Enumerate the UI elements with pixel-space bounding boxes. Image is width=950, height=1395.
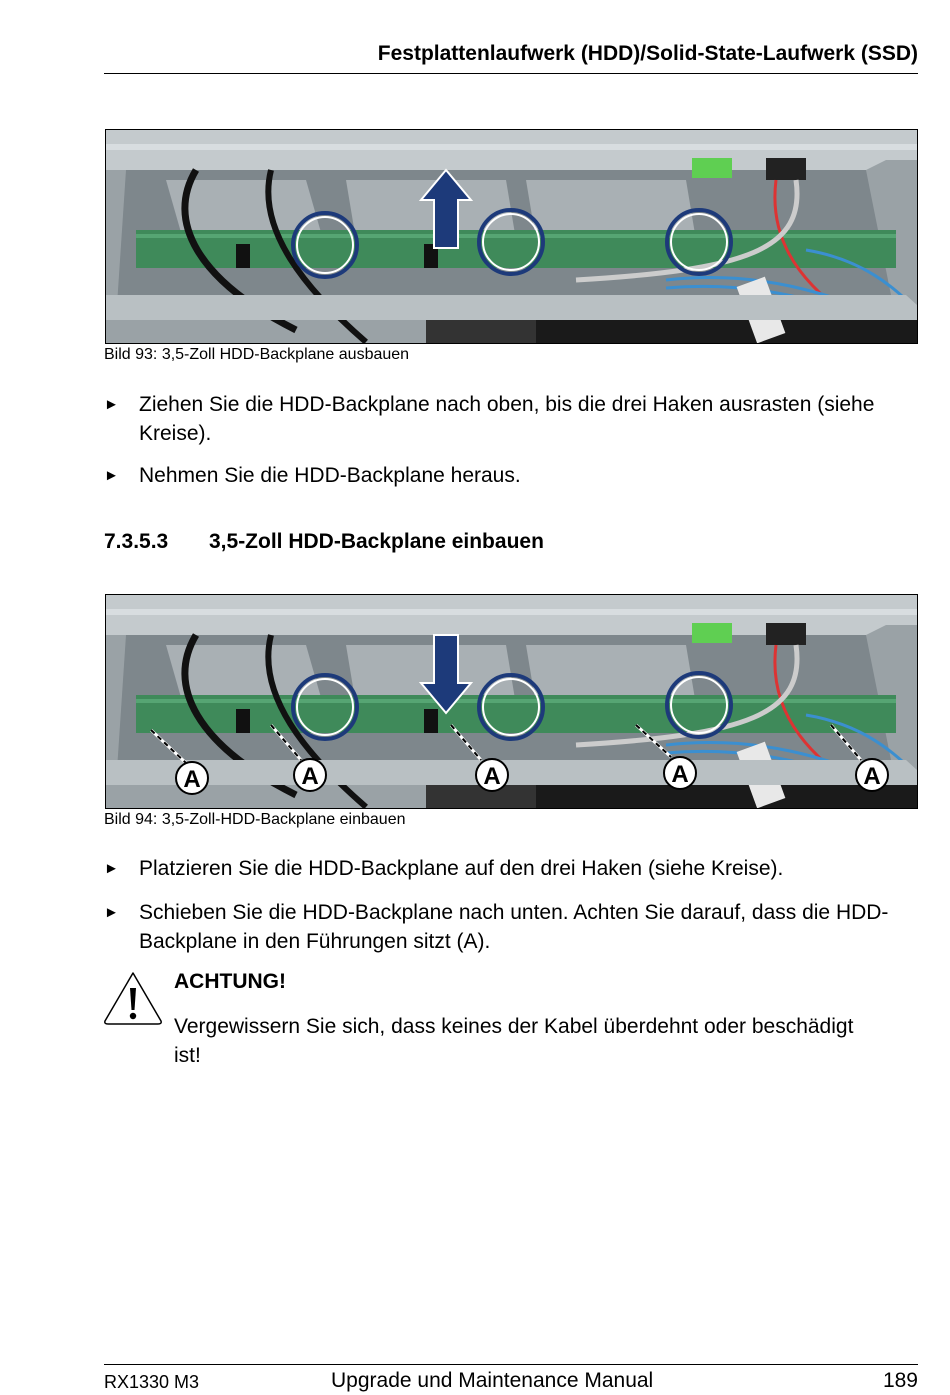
section-number: 7.3.5.3 bbox=[104, 530, 169, 553]
instruction-step bbox=[104, 461, 924, 490]
label-a-marker bbox=[664, 757, 696, 789]
label-a-marker bbox=[294, 759, 326, 791]
bullet-arrow-icon: ► bbox=[104, 467, 119, 484]
svg-text:A: A bbox=[863, 763, 881, 790]
figure-backplane-removal-photo bbox=[105, 129, 918, 344]
step-text: Ziehen Sie die HDD-Backplane nach oben, bis die drei Haken ausrasten (siehe Kreise). bbox=[139, 393, 875, 445]
bullet-arrow-icon: ► bbox=[104, 860, 119, 877]
page-number: 189 bbox=[882, 1369, 918, 1392]
section-title: 3,5-Zoll HDD-Backplane einbauen bbox=[209, 530, 544, 553]
warning-text: Vergewissern Sie sich, dass keines der Kabel überdehnt oder beschädigt ist! bbox=[174, 1015, 854, 1067]
warning-triangle-icon bbox=[102, 970, 164, 1031]
svg-text:A: A bbox=[671, 761, 689, 788]
bullet-arrow-icon: ► bbox=[104, 396, 119, 413]
page-header-title: Festplattenlaufwerk (HDD)/Solid-State-Laufwerk (SSD) bbox=[377, 42, 918, 65]
label-a-marker bbox=[856, 759, 888, 791]
svg-text:A: A bbox=[183, 766, 201, 793]
svg-text:A: A bbox=[301, 763, 319, 790]
figure-backplane-installation-photo bbox=[105, 594, 918, 809]
label-a-marker bbox=[476, 759, 508, 791]
footer-manual-title: Upgrade und Maintenance Manual bbox=[331, 1369, 654, 1392]
step-text: Platzieren Sie die HDD-Backplane auf den drei Haken (siehe Kreise). bbox=[139, 857, 784, 880]
instruction-step bbox=[104, 390, 924, 448]
svg-text:A: A bbox=[483, 763, 501, 790]
label-a-marker bbox=[176, 762, 208, 794]
instruction-step bbox=[104, 898, 924, 956]
bullet-arrow-icon: ► bbox=[104, 904, 119, 921]
footer-model: RX1330 M3 bbox=[104, 1372, 200, 1392]
step-text: Schieben Sie die HDD-Backplane nach unten. Achten Sie darauf, dass die HDD-Backplane in den Führungen sitzt (A). bbox=[139, 901, 889, 953]
step-text: Nehmen Sie die HDD-Backplane heraus. bbox=[139, 464, 521, 487]
header-divider bbox=[104, 73, 918, 74]
figure-94-caption: Bild 94: 3,5-Zoll-HDD-Backplane einbauen bbox=[104, 811, 406, 828]
footer-divider bbox=[104, 1364, 918, 1365]
figure-93-caption: Bild 93: 3,5-Zoll HDD-Backplane ausbauen bbox=[104, 346, 410, 363]
instruction-step bbox=[104, 854, 924, 883]
section-heading bbox=[104, 530, 544, 554]
warning-title: ACHTUNG! bbox=[174, 970, 286, 993]
